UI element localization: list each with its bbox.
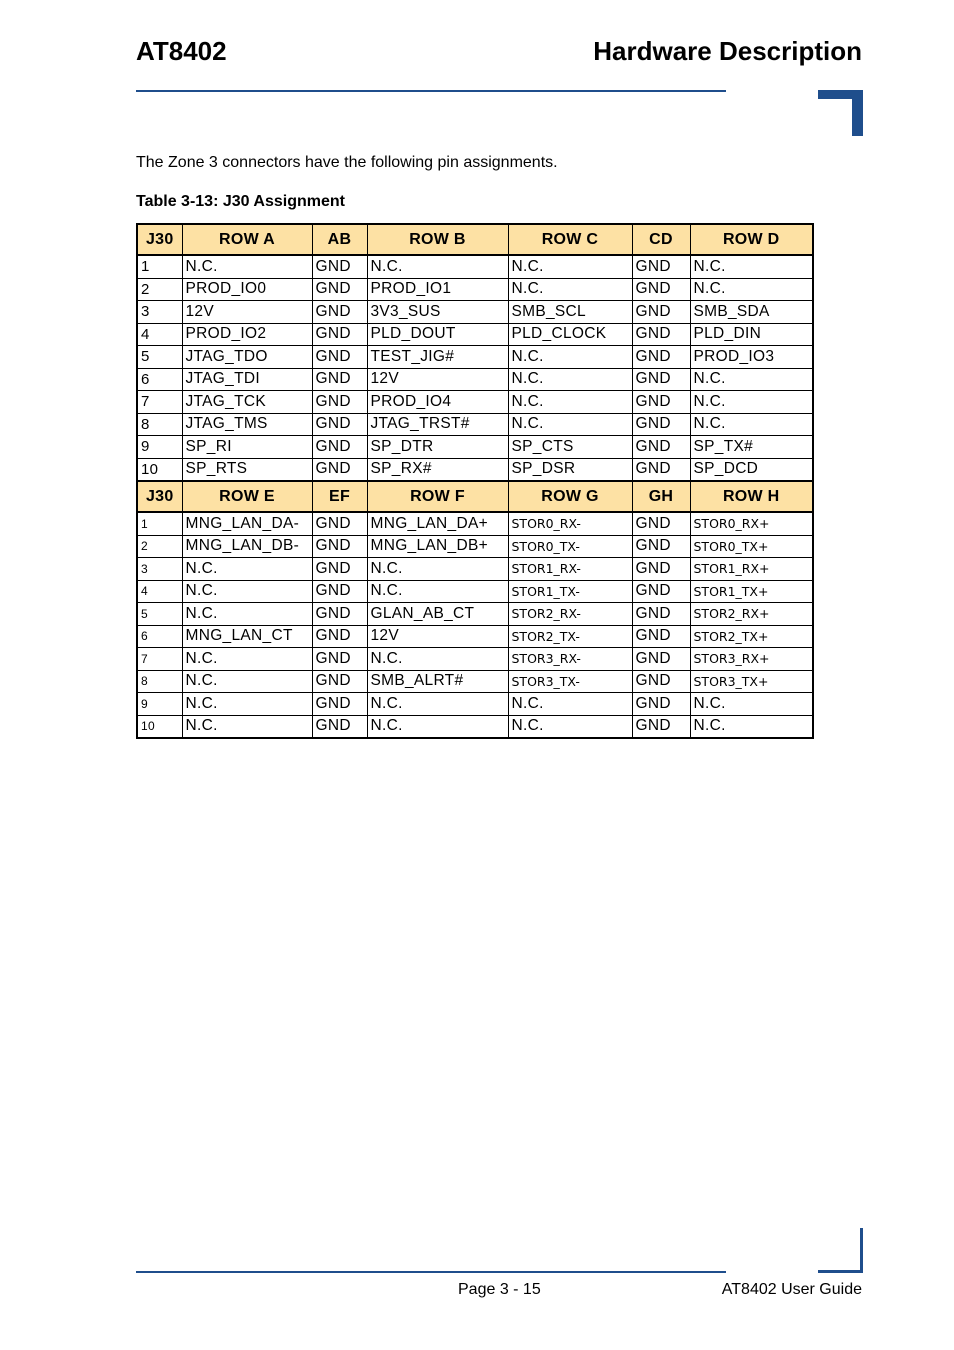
column-header: EF [312,481,367,512]
table-cell: STOR0_RX+ [690,512,813,535]
table-cell: SMB_ALRT# [367,670,508,693]
table-row [137,436,813,459]
table-cell: GND [632,512,690,535]
column-header: J30 [137,224,182,255]
column-header: ROW G [508,481,632,512]
header-rule [136,90,726,92]
table-cell: N.C. [508,693,632,716]
table-cell: STOR3_RX- [508,648,632,671]
table-cell: N.C. [182,255,312,278]
table-cell: MNG_LAN_DB- [182,535,312,558]
table-cell: N.C. [690,255,813,278]
table-cell: GND [632,603,690,626]
table-cell: GLAN_AB_CT [367,603,508,626]
table-cell: GND [312,413,367,436]
table-cell: 8 [137,670,182,693]
table-row [137,670,813,693]
table-row [137,558,813,581]
table-cell: 9 [137,436,182,459]
table-cell: 1 [137,512,182,535]
table-cell: PROD_IO4 [367,391,508,414]
table-cell: 3 [137,301,182,324]
table-cell: GND [632,580,690,603]
table-cell: JTAG_TMS [182,413,312,436]
table-cell: GND [632,301,690,324]
table-cell: 4 [137,580,182,603]
table-row [137,715,813,738]
intro-text: The Zone 3 connectors have the following pin assignments. [136,154,558,171]
table-row [137,413,813,436]
table-cell: GND [312,603,367,626]
table-cell: N.C. [690,715,813,738]
table-cell: STOR1_TX- [508,580,632,603]
table-row [137,346,813,369]
table-cell: PLD_DOUT [367,323,508,346]
table-cell: 8 [137,413,182,436]
table-cell: GND [632,715,690,738]
table-cell: JTAG_TDI [182,368,312,391]
table-cell: SMB_SCL [508,301,632,324]
table-cell: GND [632,693,690,716]
table-cell: SP_DCD [690,458,813,481]
table-cell: STOR3_RX+ [690,648,813,671]
table-cell: 5 [137,346,182,369]
table-row [137,368,813,391]
table-cell: 3 [137,558,182,581]
table-cell: MNG_LAN_DB+ [367,535,508,558]
table-cell: N.C. [508,368,632,391]
column-header: ROW D [690,224,813,255]
table-cell: 4 [137,323,182,346]
table-cell: SP_RX# [367,458,508,481]
table-cell: PROD_IO3 [690,346,813,369]
table-row [137,648,813,671]
table-cell: GND [312,436,367,459]
table-row [137,603,813,626]
column-header: ROW F [367,481,508,512]
page-number: Page 3 - 15 [458,1281,541,1298]
table-cell: STOR2_RX- [508,603,632,626]
table-cell: 9 [137,693,182,716]
product-title: AT8402 [136,36,227,66]
table-cell: SP_RTS [182,458,312,481]
table-cell: GND [312,391,367,414]
column-header: ROW E [182,481,312,512]
table-cell: STOR3_TX+ [690,670,813,693]
table-cell: N.C. [508,715,632,738]
table-cell: GND [312,301,367,324]
table-cell: SP_DTR [367,436,508,459]
table-cell: GND [632,535,690,558]
table-cell: 2 [137,278,182,301]
table-cell: TEST_JIG# [367,346,508,369]
table-cell: N.C. [182,558,312,581]
table-cell: 7 [137,391,182,414]
table-cell: SP_DSR [508,458,632,481]
column-header: AB [312,224,367,255]
table-cell: MNG_LAN_CT [182,625,312,648]
table-cell: N.C. [367,648,508,671]
table-cell: STOR3_TX- [508,670,632,693]
table-row [137,301,813,324]
table-cell: GND [312,512,367,535]
table-cell: PROD_IO1 [367,278,508,301]
table-cell: GND [312,368,367,391]
table-cell: STOR0_TX+ [690,535,813,558]
table-row [137,391,813,414]
table-cell: GND [632,625,690,648]
table-cell: N.C. [367,255,508,278]
table-cell: N.C. [367,693,508,716]
corner-mark-top [818,90,863,136]
table-cell: GND [632,436,690,459]
table-row [137,580,813,603]
table-cell: STOR0_RX- [508,512,632,535]
lower-header-row [137,481,813,512]
column-header: J30 [137,481,182,512]
table-row [137,625,813,648]
table-cell: 10 [137,715,182,738]
table-cell: GND [312,346,367,369]
table-cell: 12V [367,368,508,391]
table-cell: N.C. [182,670,312,693]
table-cell: N.C. [508,346,632,369]
table-cell: N.C. [182,603,312,626]
table-cell: GND [632,368,690,391]
column-header: CD [632,224,690,255]
table-cell: GND [632,391,690,414]
table-cell: GND [312,580,367,603]
table-cell: N.C. [690,278,813,301]
table-cell: STOR2_TX- [508,625,632,648]
table-cell: GND [312,323,367,346]
table-cell: MNG_LAN_DA+ [367,512,508,535]
table-cell: GND [632,458,690,481]
table-cell: PLD_DIN [690,323,813,346]
table-cell: PROD_IO0 [182,278,312,301]
table-cell: 6 [137,368,182,391]
table-row [137,458,813,481]
table-row [137,693,813,716]
table-cell: GND [312,558,367,581]
table-cell: STOR2_RX+ [690,603,813,626]
table-cell: GND [632,648,690,671]
table-cell: STOR1_TX+ [690,580,813,603]
table-caption: Table 3-13: J30 Assignment [136,193,345,210]
table-cell: N.C. [367,715,508,738]
table-cell: STOR1_RX+ [690,558,813,581]
table-cell: GND [312,535,367,558]
table-cell: GND [632,346,690,369]
table-cell: N.C. [367,580,508,603]
table-cell: GND [312,255,367,278]
table-cell: N.C. [367,558,508,581]
table-row [137,512,813,535]
table-cell: N.C. [182,715,312,738]
table-row [137,323,813,346]
table-cell: GND [632,323,690,346]
table-cell: GND [312,693,367,716]
table-cell: N.C. [690,693,813,716]
table-cell: 1 [137,255,182,278]
column-header: ROW A [182,224,312,255]
table-cell: N.C. [182,648,312,671]
table-cell: GND [632,278,690,301]
table-cell: STOR0_TX- [508,535,632,558]
table-row [137,278,813,301]
table-cell: GND [312,625,367,648]
table-cell: GND [312,670,367,693]
table-cell: JTAG_TRST# [367,413,508,436]
column-header: GH [632,481,690,512]
table-cell: GND [312,648,367,671]
table-cell: N.C. [508,413,632,436]
table-cell: GND [632,413,690,436]
table-cell: MNG_LAN_DA- [182,512,312,535]
corner-mark-bottom [818,1228,863,1273]
table-cell: GND [632,670,690,693]
guide-name: AT8402 User Guide [721,1281,862,1298]
table-cell: 12V [182,301,312,324]
column-header: ROW H [690,481,813,512]
footer-rule [136,1271,726,1273]
table-cell: PLD_CLOCK [508,323,632,346]
table-cell: N.C. [182,693,312,716]
table-cell: N.C. [508,278,632,301]
upper-header-row [137,224,813,255]
table-row [137,255,813,278]
table-cell: JTAG_TCK [182,391,312,414]
table-cell: N.C. [508,255,632,278]
table-cell: 5 [137,603,182,626]
table-cell: N.C. [508,391,632,414]
section-title: Hardware Description [593,36,862,66]
table-cell: SP_CTS [508,436,632,459]
table-cell: N.C. [182,580,312,603]
table-cell: PROD_IO2 [182,323,312,346]
table-cell: N.C. [690,391,813,414]
table-cell: 12V [367,625,508,648]
table-cell: SP_RI [182,436,312,459]
table-cell: GND [632,558,690,581]
table-cell: GND [312,458,367,481]
table-cell: GND [312,278,367,301]
column-header: ROW B [367,224,508,255]
table-cell: GND [312,715,367,738]
table-cell: 7 [137,648,182,671]
table-row [137,535,813,558]
table-cell: STOR1_RX- [508,558,632,581]
table-cell: 6 [137,625,182,648]
table-cell: 10 [137,458,182,481]
table-cell: 2 [137,535,182,558]
table-cell: GND [632,255,690,278]
table-cell: SP_TX# [690,436,813,459]
table-cell: JTAG_TDO [182,346,312,369]
column-header: ROW C [508,224,632,255]
table-cell: N.C. [690,413,813,436]
j30-assignment-table [136,223,814,739]
table-cell: SMB_SDA [690,301,813,324]
table-cell: 3V3_SUS [367,301,508,324]
table-cell: N.C. [690,368,813,391]
table-cell: STOR2_TX+ [690,625,813,648]
